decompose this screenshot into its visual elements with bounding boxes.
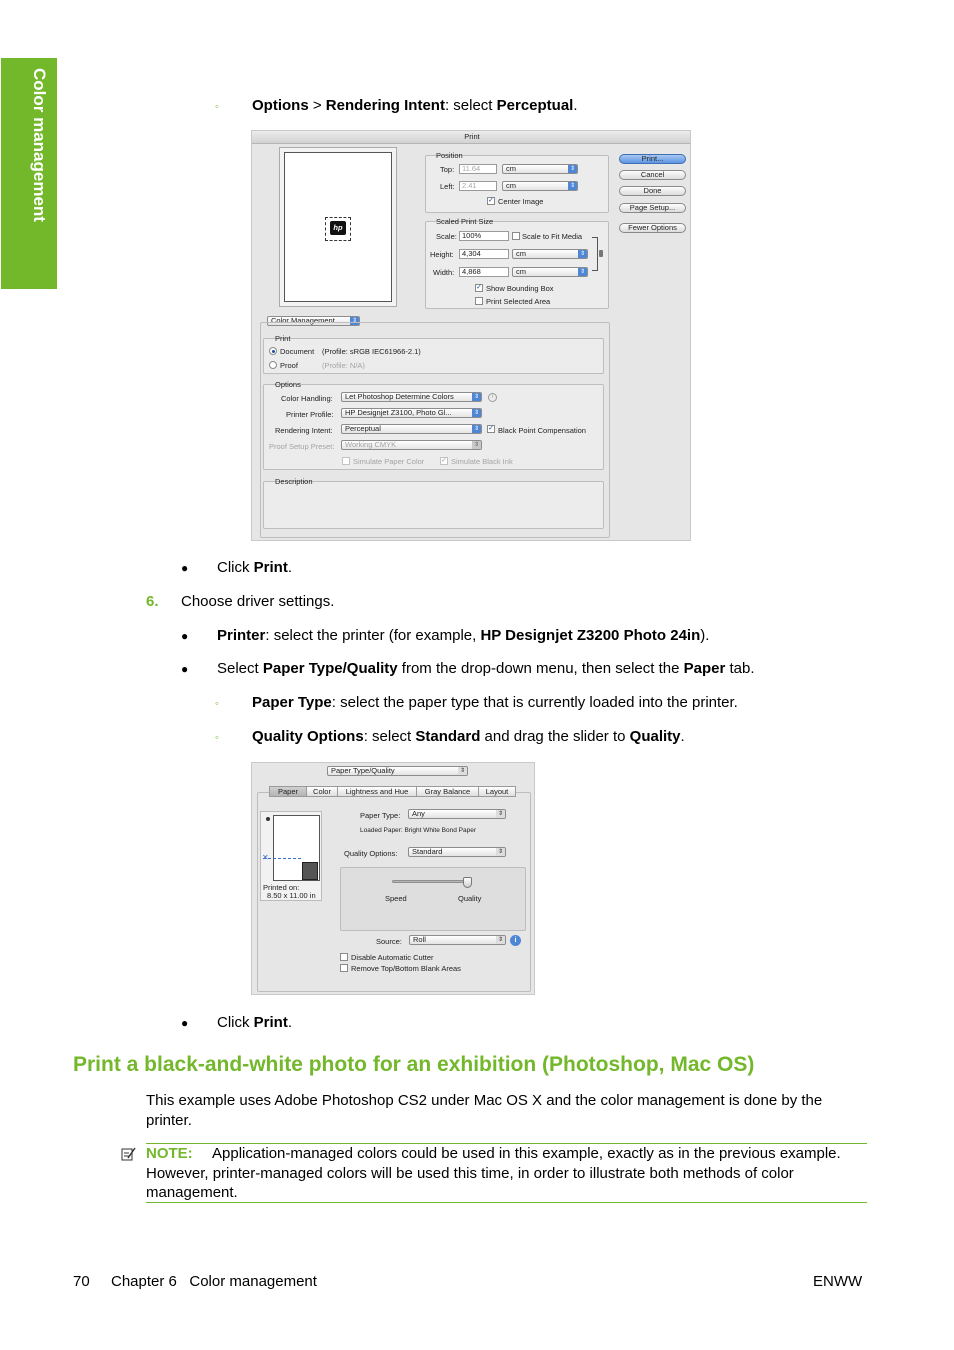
- quality-label: Quality: [458, 894, 482, 903]
- loaded-paper-label: Loaded Paper: Bright White Bond Paper: [360, 827, 476, 834]
- perceptual-term: Perceptual: [496, 97, 574, 114]
- click-print-step-1: [217, 559, 292, 577]
- printed-size-label: 8.50 x 11.00 in: [267, 891, 316, 900]
- photoshop-print-dialog-screenshot: [251, 130, 691, 541]
- paper-type-substep: [252, 694, 738, 712]
- text-part: : select the paper type that is currently loaded into the printer.: [331, 694, 738, 711]
- top-field[interactable]: 11.64: [459, 164, 497, 174]
- scaled-print-size-label: Scaled Print Size: [436, 217, 494, 226]
- quality-term: Quality: [629, 728, 681, 745]
- popup-arrows-icon: ⇕: [351, 318, 358, 324]
- proof-radio[interactable]: [269, 361, 277, 369]
- proof-setup-popup[interactable]: [341, 440, 482, 450]
- click-print-step-2: [217, 1014, 292, 1032]
- simulate-paper-checkbox[interactable]: [342, 457, 350, 465]
- sub-bullet-mark: ◦: [215, 698, 219, 710]
- width-field[interactable]: 4,868: [459, 267, 509, 277]
- text-part: Select: [217, 660, 263, 677]
- bullet-dot: ●: [181, 1016, 189, 1030]
- description-label: Description: [275, 477, 313, 486]
- print-button[interactable]: Print...: [619, 154, 686, 164]
- quality-slider-thumb[interactable]: [463, 877, 472, 888]
- cut-x-icon: ✕: [262, 853, 269, 862]
- tab-color[interactable]: Color: [306, 786, 338, 797]
- cancel-button[interactable]: Cancel: [619, 170, 686, 180]
- quality-options-substep: [252, 728, 685, 746]
- thumbnail-dot-icon: [266, 817, 270, 821]
- description-group: [263, 481, 604, 529]
- step-6-text: Choose driver settings.: [181, 593, 335, 610]
- text-part: Click: [217, 1014, 254, 1031]
- side-tab-label: Color management: [30, 68, 49, 222]
- paper-type-term: Paper Type: [252, 694, 332, 711]
- rendering-intent-term: Rendering Intent: [325, 97, 445, 114]
- height-unit-popup[interactable]: [512, 249, 588, 259]
- height-unit-value: cm: [516, 249, 526, 258]
- tab-lightness-hue[interactable]: Lightness and Hue: [337, 786, 417, 797]
- paper-type-label: Paper Type:: [360, 811, 401, 820]
- popup-arrows-icon: ⇕: [579, 251, 586, 257]
- sub-bullet: [215, 694, 219, 713]
- popup-arrows-icon: ⇕: [579, 269, 586, 275]
- left-unit-value: cm: [506, 181, 516, 190]
- bullet: [181, 660, 188, 678]
- sub-bullet: ◦: [215, 101, 219, 113]
- proof-label: Proof: [280, 361, 298, 370]
- preview-page: [284, 152, 392, 302]
- paper-type-quality-term: Paper Type/Quality: [262, 660, 398, 677]
- popup-arrows-icon: ⇕: [569, 166, 576, 172]
- print-term: Print: [253, 1014, 288, 1031]
- text-part: : select the printer (for example,: [265, 627, 481, 644]
- left-label: Left:: [440, 182, 455, 191]
- tab-gray-balance[interactable]: Gray Balance: [416, 786, 479, 797]
- left-unit-popup[interactable]: [502, 181, 578, 191]
- popup-arrows-icon: ⇕: [497, 937, 504, 943]
- disable-cutter-label: Disable Automatic Cutter: [351, 953, 434, 962]
- note-line-3: management.: [146, 1184, 238, 1201]
- text-part: Click: [217, 559, 254, 576]
- color-handling-popup[interactable]: [341, 392, 482, 402]
- printer-profile-popup[interactable]: [341, 408, 482, 418]
- done-button[interactable]: Done: [619, 186, 686, 196]
- standard-term: Standard: [415, 728, 481, 745]
- note-line-1: Application-managed colors could be used in this example, exactly as in the previous example.: [212, 1145, 841, 1162]
- print-preview-area: [279, 147, 397, 307]
- document-radio[interactable]: [269, 347, 277, 355]
- bullet-dot: ●: [181, 662, 189, 676]
- width-label: Width:: [433, 268, 455, 277]
- paper-term: Paper: [683, 660, 726, 677]
- text-part: .: [680, 728, 685, 745]
- sub-bullet-mark: ◦: [215, 732, 219, 744]
- options-term: Options: [252, 97, 309, 114]
- speed-label: Speed: [385, 894, 407, 903]
- popup-arrows-icon: ⇕: [569, 183, 576, 189]
- printer-step: [217, 627, 709, 645]
- options-rendering-text: [252, 97, 578, 115]
- hp-logo-icon: hp: [330, 221, 346, 235]
- paper-type-value: Any: [412, 809, 425, 818]
- print-selected-area-checkbox[interactable]: [475, 297, 483, 305]
- step-number-6: 6.: [146, 593, 159, 610]
- paper-type-quality-popup[interactable]: [327, 766, 468, 776]
- sub-bullet: [215, 728, 219, 747]
- text-part: from the drop-down menu, then select the: [397, 660, 684, 677]
- intro-paragraph-line-2: printer.: [146, 1112, 192, 1129]
- print-term: Print: [253, 559, 288, 576]
- section-popup-value: Color Management: [271, 316, 335, 325]
- popup-value: Paper Type/Quality: [331, 766, 395, 775]
- height-field[interactable]: 4,304: [459, 249, 509, 259]
- color-handling-label: Color Handling:: [281, 394, 333, 403]
- popup-arrows-icon: ⇕: [473, 410, 480, 416]
- printed-on-label: Printed on:: [263, 883, 300, 892]
- bullet: [181, 559, 188, 577]
- simulate-black-label: Simulate Black Ink: [451, 457, 513, 466]
- show-bounding-box-checkbox[interactable]: ✓: [476, 284, 482, 291]
- proof-profile: (Profile: N/A): [322, 361, 365, 370]
- proof-setup-value: Working CMYK: [345, 440, 397, 449]
- info-icon[interactable]: i: [510, 935, 521, 946]
- options-rendering-step: [215, 97, 219, 116]
- popup-arrows-icon: ⇕: [497, 811, 504, 817]
- top-unit-popup[interactable]: [502, 164, 578, 174]
- note-line-2: However, printer-managed colors will be used this time, in order to illustrate both methods of color: [146, 1165, 794, 1182]
- chain-link-icon[interactable]: [599, 250, 603, 257]
- document-profile: (Profile: sRGB IEC61966-2.1): [322, 347, 421, 356]
- quality-options-term: Quality Options: [252, 728, 364, 745]
- source-value: Roll: [413, 935, 426, 944]
- printer-model-term: HP Designjet Z3200 Photo 24in: [480, 627, 701, 644]
- intro-paragraph-line-1: This example uses Adobe Photoshop CS2 under Mac OS X and the color management is done by the: [146, 1092, 823, 1109]
- note-bottom-rule: [146, 1202, 867, 1203]
- quality-options-label: Quality Options:: [344, 849, 398, 858]
- options-group-label: Options: [275, 380, 301, 389]
- paper-type-quality-step: [217, 660, 755, 678]
- dialog-title: Print: [464, 132, 480, 141]
- remove-blank-checkbox[interactable]: [340, 964, 348, 972]
- bullet-dot: ●: [181, 561, 189, 575]
- text-part: ).: [700, 627, 710, 644]
- simulate-black-checkbox[interactable]: ✓: [441, 457, 447, 464]
- sep: >: [308, 97, 326, 114]
- footer-chapter: Chapter 6 Color management: [111, 1273, 317, 1290]
- printer-term: Printer: [217, 627, 266, 644]
- top-unit-value: cm: [506, 164, 516, 173]
- document-label: Document: [280, 347, 315, 356]
- text-part: and drag the slider to: [480, 728, 630, 745]
- note-label: NOTE:: [146, 1145, 193, 1162]
- printer-profile-value: HP Designjet Z3100, Photo Gl...: [345, 408, 452, 417]
- top-label: Top:: [440, 165, 455, 174]
- quality-options-value: Standard: [412, 847, 443, 856]
- proof-setup-label: Proof Setup Preset:: [269, 442, 335, 451]
- paper-type-popup[interactable]: [408, 809, 506, 819]
- section-heading: Print a black-and-white photo for an exhibition (Photoshop, Mac OS): [73, 1053, 755, 1076]
- quality-slider-track[interactable]: [392, 880, 472, 883]
- popup-arrows-icon: ⇕: [473, 442, 480, 448]
- page-thumbnail-area: [260, 811, 322, 901]
- footer-page-number: 70: [73, 1273, 90, 1290]
- printer-profile-label: Printer Profile:: [286, 410, 334, 419]
- tab-layout[interactable]: Layout: [478, 786, 516, 797]
- print-selected-area-label: Print Selected Area: [486, 297, 551, 306]
- bounding-box: [325, 217, 351, 241]
- page-setup-button[interactable]: Page Setup...: [619, 203, 686, 213]
- width-unit-value: cm: [516, 267, 526, 276]
- text-part: .: [287, 1014, 293, 1031]
- remove-blank-label: Remove Top/Bottom Blank Areas: [351, 964, 461, 973]
- scale-field[interactable]: 100%: [459, 231, 509, 241]
- quality-slider-box: [340, 867, 526, 931]
- print-group: [263, 338, 604, 374]
- dialog-titlebar: [252, 131, 691, 144]
- color-handling-value: Let Photoshop Determine Colors: [345, 392, 454, 401]
- text-part: .: [287, 559, 293, 576]
- tab-paper[interactable]: Paper: [269, 786, 307, 797]
- rendering-intent-value: Perceptual: [345, 424, 381, 433]
- text-part: : select: [363, 728, 416, 745]
- show-bounding-box-label: Show Bounding Box: [486, 284, 554, 293]
- bullet: [181, 1014, 188, 1032]
- rendering-intent-popup[interactable]: [341, 424, 482, 434]
- height-label: Height:: [430, 250, 454, 259]
- scale-label: Scale:: [436, 232, 457, 241]
- left-field[interactable]: 2.41: [459, 181, 497, 191]
- scale-to-fit-checkbox[interactable]: [512, 232, 520, 240]
- source-label: Source:: [376, 937, 402, 946]
- note-top-rule: [146, 1143, 867, 1144]
- popup-arrows-icon: ⇕: [497, 849, 504, 855]
- printer-icon: [302, 862, 318, 880]
- note-pencil-icon: [121, 1146, 137, 1162]
- popup-arrows-icon: ⇕: [459, 768, 466, 774]
- fewer-options-button[interactable]: Fewer Options: [619, 223, 686, 233]
- footer-enww: ENWW: [813, 1273, 863, 1290]
- text-part: : select: [444, 97, 497, 114]
- bullet: [181, 627, 188, 645]
- link-bracket: [592, 237, 598, 271]
- popup-arrows-icon: ⇕: [473, 426, 480, 432]
- simulate-paper-label: Simulate Paper Color: [353, 457, 425, 466]
- text-part: .: [573, 97, 578, 114]
- disable-cutter-checkbox[interactable]: [340, 953, 348, 961]
- quality-options-popup[interactable]: [408, 847, 506, 857]
- print-group-label: Print: [275, 334, 291, 343]
- side-chapter-tab: [1, 58, 57, 289]
- text-part: tab.: [725, 660, 755, 677]
- black-point-checkbox[interactable]: ✓: [488, 425, 494, 432]
- rendering-intent-label: Rendering Intent:: [275, 426, 333, 435]
- black-point-label: Black Point Compensation: [498, 426, 586, 435]
- source-popup[interactable]: [409, 935, 506, 945]
- center-image-label: Center Image: [498, 197, 544, 206]
- paper-type-quality-screenshot: [251, 762, 535, 995]
- scale-to-fit-label: Scale to Fit Media: [522, 232, 583, 241]
- popup-arrows-icon: ⇕: [473, 394, 480, 400]
- width-unit-popup[interactable]: [512, 267, 588, 277]
- info-icon[interactable]: i: [488, 393, 497, 402]
- position-label: Position: [436, 151, 463, 160]
- note-line-1-wrap: [146, 1145, 193, 1163]
- center-image-checkbox[interactable]: ✓: [488, 197, 494, 204]
- bullet-dot: ●: [181, 629, 189, 643]
